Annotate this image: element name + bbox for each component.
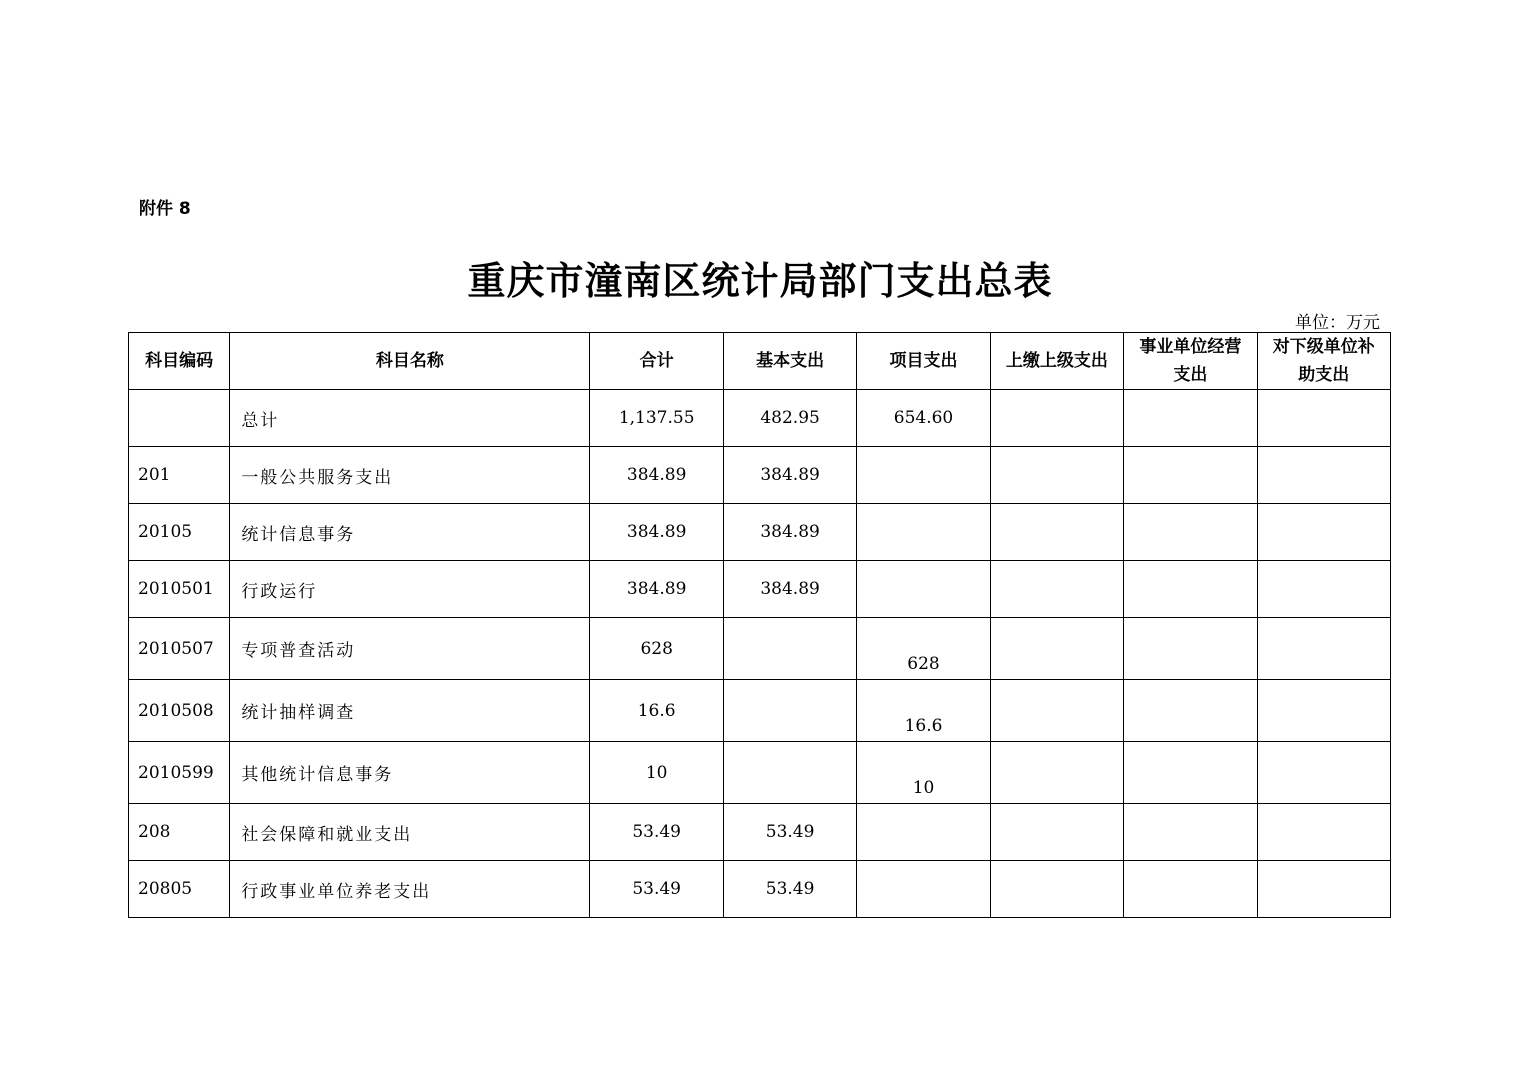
table-row (129, 861, 1391, 918)
cell-upper (990, 742, 1123, 804)
cell-basic (723, 680, 856, 742)
cell-basic (723, 742, 856, 804)
cell-code: 2010507 (129, 618, 230, 680)
cell-business (1124, 618, 1257, 680)
cell-basic: 53.49 (723, 804, 856, 861)
column-header-name: 科目名称 (230, 333, 590, 390)
cell-basic: 482.95 (723, 390, 856, 447)
cell-project: 10 (857, 742, 990, 804)
cell-project: 654.60 (857, 390, 990, 447)
cell-name: 专项普查活动 (230, 618, 590, 680)
cell-upper (990, 618, 1123, 680)
table-row (129, 447, 1391, 504)
column-header-total: 合计 (590, 333, 723, 390)
cell-basic: 53.49 (723, 861, 856, 918)
column-header-upper: 上缴上级支出 (990, 333, 1123, 390)
cell-project: 16.6 (857, 680, 990, 742)
table-row (129, 561, 1391, 618)
cell-upper (990, 390, 1123, 447)
cell-basic: 384.89 (723, 447, 856, 504)
table-row (129, 504, 1391, 561)
column-header-project: 项目支出 (857, 333, 990, 390)
cell-business (1124, 861, 1257, 918)
table-row (129, 742, 1391, 804)
cell-code: 20805 (129, 861, 230, 918)
cell-upper (990, 861, 1123, 918)
cell-code: 201 (129, 447, 230, 504)
cell-name: 行政运行 (230, 561, 590, 618)
cell-subsidy (1257, 804, 1390, 861)
table-row (129, 680, 1391, 742)
cell-name: 统计信息事务 (230, 504, 590, 561)
cell-code: 2010508 (129, 680, 230, 742)
cell-total: 628 (590, 618, 723, 680)
cell-subsidy (1257, 742, 1390, 804)
cell-code: 208 (129, 804, 230, 861)
cell-business (1124, 804, 1257, 861)
cell-subsidy (1257, 861, 1390, 918)
cell-total: 53.49 (590, 804, 723, 861)
column-header-business: 事业单位经营支出 (1124, 333, 1257, 390)
cell-project: 628 (857, 618, 990, 680)
cell-name: 统计抽样调查 (230, 680, 590, 742)
cell-business (1124, 390, 1257, 447)
cell-total: 384.89 (590, 561, 723, 618)
cell-project (857, 861, 990, 918)
column-header-subsidy: 对下级单位补助支出 (1257, 333, 1390, 390)
cell-code: 2010599 (129, 742, 230, 804)
cell-upper (990, 680, 1123, 742)
table-body (129, 390, 1391, 918)
cell-project (857, 447, 990, 504)
column-header-code: 科目编码 (129, 333, 230, 390)
cell-upper (990, 561, 1123, 618)
cell-total: 10 (590, 742, 723, 804)
table-header-row (129, 333, 1391, 390)
column-header-basic: 基本支出 (723, 333, 856, 390)
cell-name: 社会保障和就业支出 (230, 804, 590, 861)
attachment-label: 附件 8 (139, 199, 191, 219)
cell-code: 20105 (129, 504, 230, 561)
cell-name: 其他统计信息事务 (230, 742, 590, 804)
cell-business (1124, 561, 1257, 618)
cell-upper (990, 504, 1123, 561)
table-row (129, 804, 1391, 861)
table-row (129, 390, 1391, 447)
cell-name: 总计 (230, 390, 590, 447)
cell-business (1124, 680, 1257, 742)
cell-business (1124, 504, 1257, 561)
cell-total: 16.6 (590, 680, 723, 742)
cell-subsidy (1257, 447, 1390, 504)
cell-project (857, 561, 990, 618)
cell-name: 一般公共服务支出 (230, 447, 590, 504)
cell-subsidy (1257, 680, 1390, 742)
cell-subsidy (1257, 390, 1390, 447)
expenditure-table (128, 332, 1391, 918)
cell-total: 384.89 (590, 504, 723, 561)
cell-project (857, 504, 990, 561)
cell-upper (990, 804, 1123, 861)
cell-upper (990, 447, 1123, 504)
cell-subsidy (1257, 618, 1390, 680)
table-row (129, 618, 1391, 680)
cell-total: 53.49 (590, 861, 723, 918)
cell-basic: 384.89 (723, 504, 856, 561)
cell-total: 1,137.55 (590, 390, 723, 447)
cell-basic: 384.89 (723, 561, 856, 618)
cell-business (1124, 447, 1257, 504)
cell-subsidy (1257, 561, 1390, 618)
cell-project (857, 804, 990, 861)
unit-label: 单位：万元 (1295, 313, 1380, 333)
cell-code: 2010501 (129, 561, 230, 618)
cell-name: 行政事业单位养老支出 (230, 861, 590, 918)
page-title: 重庆市潼南区统计局部门支出总表 (467, 259, 1053, 303)
cell-code (129, 390, 230, 447)
cell-total: 384.89 (590, 447, 723, 504)
cell-basic (723, 618, 856, 680)
cell-business (1124, 742, 1257, 804)
cell-subsidy (1257, 504, 1390, 561)
